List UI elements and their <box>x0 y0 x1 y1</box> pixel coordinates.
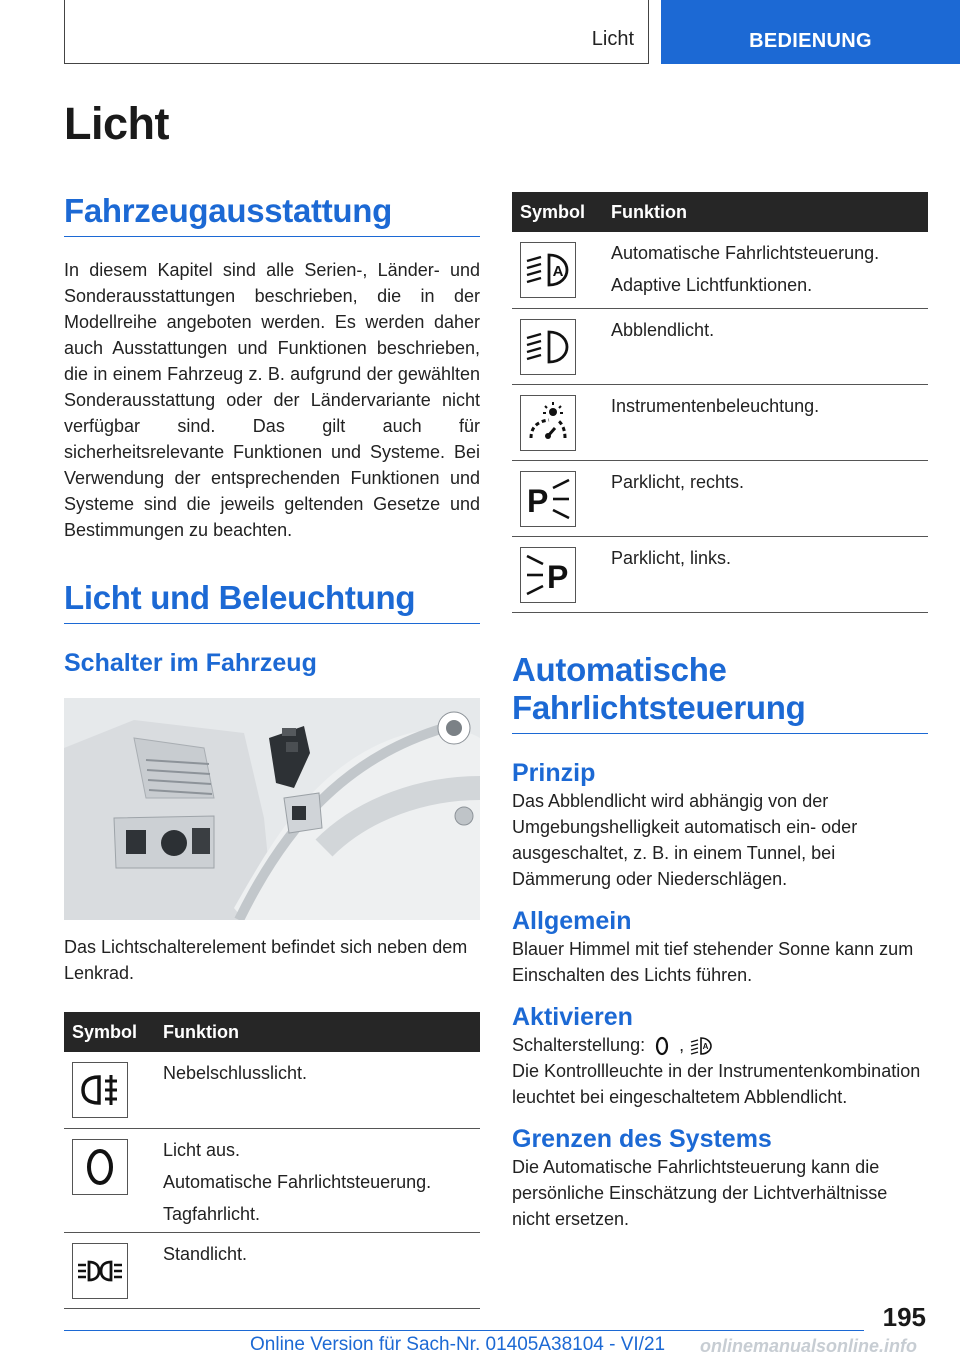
page-header <box>0 0 960 64</box>
heading-principle: Prinzip <box>512 758 596 787</box>
heading-equipment: Fahrzeugausstattung <box>64 192 480 237</box>
heading-limits: Grenzen des Systems <box>512 1124 772 1153</box>
function-text: Standlicht. <box>163 1243 248 1264</box>
heading-auto-headlight: Automatische Fahrlichtsteuerung <box>512 651 928 734</box>
symbol-table-right <box>512 192 928 613</box>
parking-light-icon <box>72 1243 128 1299</box>
table-row <box>512 384 928 460</box>
function-text: Tagfahrlicht. <box>163 1203 261 1224</box>
function-text: Instrumentenbeleuchtung. <box>611 395 820 416</box>
heading-switch: Schalter im Fahrzeug <box>64 649 317 677</box>
col-symbol: Symbol <box>512 192 603 232</box>
header-chapter-tab: BEDIENUNG <box>661 0 960 64</box>
svg-text:A: A <box>552 263 564 280</box>
function-text: Parklicht, rechts. <box>611 471 745 492</box>
function-text: Automatische Fahrlichtsteuerung. <box>611 243 880 263</box>
table-row <box>512 308 928 384</box>
parking-light-right-icon <box>520 471 576 527</box>
header-section-box <box>64 0 649 64</box>
auto-headlight-icon <box>689 1034 713 1058</box>
page-title: Licht <box>64 98 169 149</box>
switch-caption: Das Lichtschalterelement befindet sich neben dem Lenkrad. <box>64 937 468 983</box>
switch-position-line <box>512 1032 928 1058</box>
table-row <box>512 536 928 612</box>
function-text: Licht aus. <box>163 1139 241 1160</box>
instrument-lighting-icon <box>520 395 576 451</box>
function-text: Automatische Fahrlichtsteuerung. <box>163 1171 432 1192</box>
auto-headlight-icon <box>520 242 576 298</box>
table-row <box>512 232 928 308</box>
table-row <box>512 460 928 536</box>
heading-general: Allgemein <box>512 906 632 935</box>
limits-paragraph: Die Automatische Fahrlichtsteuerung kann die persönliche Einschätzung der Lichtverhältnisse nicht ersetzen. <box>512 1156 888 1229</box>
function-text: Abblendlicht. <box>611 319 715 340</box>
heading-activate: Aktivieren <box>512 1002 633 1031</box>
general-paragraph: Blauer Himmel mit tief stehender Sonne kann zum Einschalten des Lichts führen. <box>512 938 914 985</box>
function-text: Nebelschlusslicht. <box>163 1063 308 1083</box>
svg-text:P: P <box>527 482 549 519</box>
equipment-paragraph: In diesem Kapitel sind alle Serien-, Länder- und Sonderausstattungen beschrieben, die in der Modellreihe angeboten werden. Es werden daher auch Ausstattungen und Funktionen beschrieben, die in einem Fahrzeug z. B. aufgrund der gewählten Sonderausstattung oder der Ländervariante nicht verfügbar sind. Das gilt auch für sicherheitsrelevante Funktionen und Systeme. Bei Verwendung der entsprechenden Funktionen und Systeme sind die jeweils geltenden Gesetze und Bestimmungen zu beachten. <box>64 260 480 540</box>
table-row <box>64 1232 480 1308</box>
col-symbol: Symbol <box>64 1012 155 1052</box>
light-off-icon <box>650 1034 674 1058</box>
online-version-text: Online Version für Sach-Nr. 01405A38104 - VI/21 <box>250 1334 666 1355</box>
right-column <box>512 192 928 1232</box>
parking-light-left-icon <box>520 547 576 603</box>
svg-text:A: A <box>702 1041 709 1051</box>
watermark: onlinemanualsonline.info <box>700 1336 918 1356</box>
col-function: Funktion <box>603 192 928 232</box>
table-row <box>64 1128 480 1232</box>
heading-light: Licht und Beleuchtung <box>64 579 480 624</box>
header-section-title: Licht <box>591 28 634 50</box>
low-beam-icon <box>520 319 576 375</box>
activate-paragraph: Die Kontrollleuchte in der Instrumentenkombination leuchtet bei eingeschaltetem Abblendlicht. <box>512 1060 921 1107</box>
footer-divider <box>64 1330 864 1331</box>
light-switch-illustration <box>64 698 480 920</box>
page-number: 195 <box>882 1302 926 1332</box>
svg-text:P: P <box>547 558 569 595</box>
left-column <box>64 192 480 1309</box>
col-function: Funktion <box>155 1012 480 1052</box>
rear-fog-light-icon <box>72 1062 128 1118</box>
function-text: Adaptive Lichtfunktionen. <box>611 275 813 295</box>
switch-position-label: Schalterstellung: <box>512 1034 646 1055</box>
function-text: Parklicht, links. <box>611 547 732 568</box>
light-off-icon <box>72 1139 128 1195</box>
principle-paragraph: Das Abblendlicht wird abhängig von der Umgebungshelligkeit automatisch ein- oder ausgeschaltet, z. B. in einem Tunnel, bei Dämmerung oder Niederschlägen. <box>512 790 858 889</box>
table-row <box>64 1052 480 1128</box>
symbol-table-left <box>64 1012 480 1309</box>
switch-separator: , <box>679 1034 685 1055</box>
